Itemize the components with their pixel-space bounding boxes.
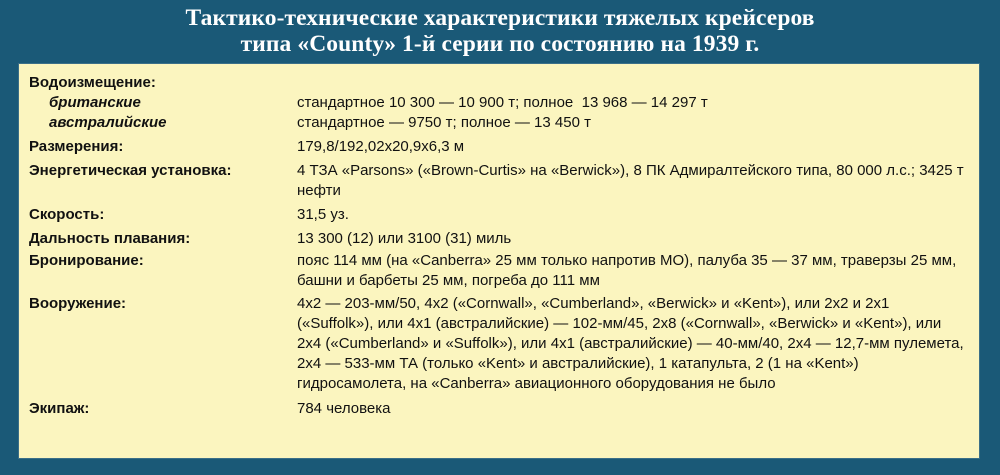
power-label: Энергетическая установка: — [29, 162, 232, 179]
speed-value: 31,5 уз. — [297, 206, 349, 223]
power-value: 4 ТЗА «Parsons» («Brown-Curtis» на «Berwick»), 8 ПК Адмиралтейского типа, 80 000 л.с.; 3425 т нефти — [297, 162, 964, 199]
british-label: британские — [49, 94, 141, 111]
armament-value: 4x2 — 203-мм/50, 4x2 («Cornwall», «Cumberland», «Berwick» и «Kent»), или 2x2 и 2x1 («Suffolk»), или 4x1 (австралийские) — 102-мм/45, 2x8 («Cornwall», «Berwick» и «Kent»), или 2x4 («Cumberland» и «Suffolk»), или 4x1 (австралийские) — 40-мм/40, 2x4 — 12,7-мм пулемета, 2x4 — 533-мм ТА (только «Kent» и австралийские), 1 катапульта, 2 (1 на «Kent») гидросамолета, на «Canberra» авиационного оборудования не было — [297, 295, 964, 392]
british-value: стандартное 10 300 — 10 900 т; полное 13 968 — 14 297 т — [297, 94, 708, 111]
title-line-1: Тактико-технические характеристики тяжелых крейсеров — [185, 5, 815, 31]
displacement-label: Водоизмещение: — [29, 74, 156, 91]
dimensions-label: Размерения: — [29, 138, 124, 155]
row-armor — [29, 251, 979, 291]
title-banner — [3, 0, 997, 63]
title-line-2: типа «County» 1-й серии по состоянию на 1939 г. — [240, 31, 760, 57]
range-label: Дальность плавания: — [29, 230, 191, 247]
row-armament — [29, 294, 979, 394]
armor-value: пояс 114 мм (на «Canberra» 25 мм только напротив МО), палуба 35 — 37 мм, траверзы 25 мм, башни и барбеты 25 мм, погреба до 111 мм — [297, 252, 957, 289]
range-value: 13 300 (12) или 3100 (31) миль — [297, 230, 512, 247]
australian-value: стандартное — 9750 т; полное — 13 450 т — [297, 114, 591, 131]
dimensions-value: 179,8/192,02x20,9x6,3 м — [297, 138, 465, 155]
row-power — [29, 161, 979, 201]
crew-label: Экипаж: — [29, 400, 90, 417]
armor-label: Бронирование: — [29, 252, 144, 269]
specs-table — [18, 63, 980, 459]
row-displacement — [29, 73, 979, 93]
row-displacement-british — [29, 93, 979, 113]
row-crew — [29, 399, 979, 419]
speed-label: Скорость: — [29, 206, 105, 223]
australian-label: австралийские — [49, 114, 167, 131]
row-range — [29, 229, 979, 249]
crew-value: 784 человека — [297, 400, 391, 417]
row-dimensions — [29, 137, 979, 157]
armament-label: Вооружение: — [29, 295, 127, 312]
row-displacement-australian — [29, 113, 979, 133]
row-speed — [29, 205, 979, 225]
